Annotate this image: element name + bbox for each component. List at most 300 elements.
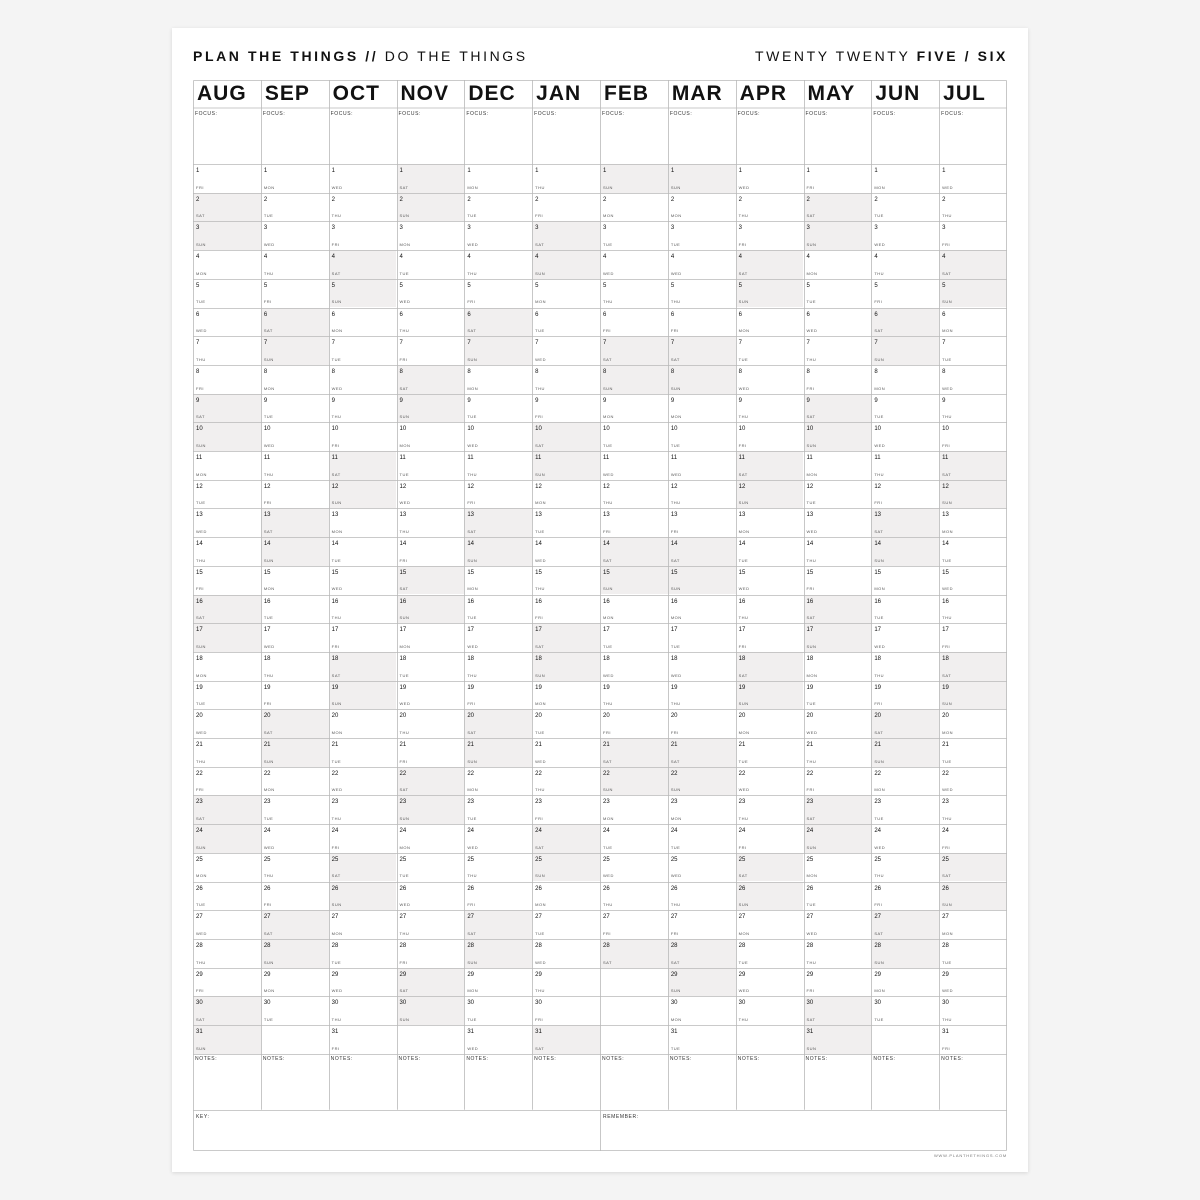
day-number: 27 — [738, 914, 746, 921]
day-cell — [871, 537, 939, 566]
day-number: 21 — [535, 742, 542, 748]
day-cell — [329, 681, 397, 710]
day-weekday: WED — [399, 500, 411, 506]
day-cell — [668, 480, 736, 509]
day-cell — [871, 595, 939, 624]
day-weekday: THU — [467, 672, 478, 678]
day-weekday: WED — [738, 184, 750, 190]
day-number: 19 — [670, 684, 678, 691]
day-weekday: TUE — [738, 959, 749, 965]
day-cell — [464, 480, 532, 509]
day-number: 9 — [263, 397, 268, 404]
day-cell — [261, 968, 329, 997]
day-cell — [329, 508, 397, 537]
day-number: 28 — [603, 942, 610, 949]
day-number: 11 — [670, 455, 678, 461]
day-number: 1 — [806, 168, 810, 174]
day-number: 9 — [331, 397, 335, 404]
day-weekday: SUN — [806, 844, 817, 850]
day-cell — [804, 250, 872, 279]
day-number: 3 — [467, 225, 471, 232]
day-number: 28 — [399, 942, 407, 949]
day-number: 15 — [738, 569, 746, 576]
day-number: 29 — [467, 971, 475, 978]
day-cell — [193, 1025, 261, 1054]
day-cell — [329, 451, 397, 480]
day-weekday: WED — [874, 442, 886, 448]
day-number: 15 — [399, 569, 407, 576]
day-cell — [532, 795, 600, 824]
day-cell — [736, 193, 804, 222]
day-number: 1 — [535, 168, 539, 174]
day-number: 23 — [331, 799, 339, 806]
day-number: 30 — [263, 1000, 271, 1007]
day-number: 5 — [196, 282, 200, 289]
day-cell — [261, 394, 329, 423]
day-number: 18 — [738, 655, 746, 662]
day-cell — [668, 508, 736, 537]
day-cell — [532, 968, 600, 997]
day-cell — [193, 508, 261, 537]
day-weekday: SAT — [806, 1016, 816, 1022]
day-cell — [193, 939, 261, 968]
day-number: 21 — [603, 742, 610, 748]
day-number: 5 — [942, 282, 946, 289]
day-number: 21 — [331, 742, 339, 748]
day-cell — [668, 824, 736, 853]
day-number: 9 — [399, 397, 403, 404]
day-number: 20 — [399, 713, 407, 720]
day-weekday: FRI — [467, 902, 476, 908]
day-cell — [464, 250, 532, 279]
day-cell — [736, 709, 804, 738]
day-cell — [261, 336, 329, 365]
day-number: 8 — [874, 368, 878, 375]
day-number: 6 — [874, 311, 878, 318]
day-cell — [397, 738, 465, 767]
day-number: 13 — [874, 512, 882, 519]
day-number: 11 — [467, 455, 474, 461]
day-number: 5 — [738, 282, 742, 289]
day-number: 11 — [738, 455, 745, 461]
day-weekday: WED — [331, 787, 343, 793]
day-number: 1 — [196, 168, 200, 174]
tagline-thin: DO THE THINGS — [378, 48, 528, 64]
day-weekday: TUE — [806, 500, 816, 506]
day-cell — [261, 652, 329, 681]
day-number: 10 — [874, 426, 882, 433]
day-cell — [329, 537, 397, 566]
day-number: 23 — [399, 799, 407, 806]
day-cell — [464, 853, 532, 882]
day-weekday: TUE — [331, 758, 342, 764]
day-weekday: THU — [331, 414, 342, 420]
day-cell — [871, 910, 939, 939]
day-weekday: TUE — [196, 701, 206, 707]
day-cell — [939, 882, 1007, 911]
focus-label: FOCUS: — [669, 111, 693, 117]
day-cell — [397, 882, 465, 911]
day-weekday: FRI — [806, 787, 815, 793]
day-weekday: THU — [603, 299, 613, 305]
focus-label: FOCUS: — [941, 111, 964, 117]
day-weekday: SUN — [942, 500, 953, 506]
day-weekday: MON — [738, 930, 750, 936]
day-cell — [804, 365, 872, 394]
day-cell — [532, 164, 600, 193]
tagline-bold: PLAN THE THINGS // — [193, 48, 379, 64]
day-weekday: WED — [196, 729, 207, 735]
day-weekday: WED — [806, 529, 818, 535]
day-weekday: FRI — [331, 442, 340, 448]
day-weekday: THU — [263, 471, 274, 477]
day-number: 19 — [263, 684, 271, 691]
day-weekday: FRI — [670, 930, 679, 936]
day-number: 17 — [331, 627, 339, 634]
day-weekday: WED — [263, 844, 275, 850]
day-weekday: TUE — [603, 643, 613, 649]
day-cell — [871, 767, 939, 796]
day-number: 12 — [535, 483, 542, 490]
day-cell — [736, 939, 804, 968]
day-weekday: TUE — [196, 500, 206, 506]
day-weekday: TUE — [874, 816, 884, 822]
day-number: 10 — [263, 426, 271, 433]
day-number: 10 — [399, 426, 407, 433]
day-number: 31 — [942, 1029, 949, 1035]
day-weekday: FRI — [467, 299, 476, 305]
day-weekday: WED — [603, 672, 614, 678]
day-number: 16 — [738, 598, 746, 605]
day-cell — [600, 336, 668, 365]
day-weekday: WED — [670, 672, 682, 678]
day-weekday: SUN — [535, 270, 546, 276]
day-cell — [804, 767, 872, 796]
day-number: 1 — [670, 168, 675, 174]
day-weekday: THU — [670, 701, 681, 707]
day-weekday: TUE — [263, 1016, 274, 1022]
day-cell — [532, 336, 600, 365]
day-number: 8 — [535, 368, 539, 375]
day-cell — [261, 164, 329, 193]
day-cell — [397, 853, 465, 882]
day-weekday: FRI — [874, 299, 883, 305]
day-weekday: TUE — [263, 414, 274, 420]
day-weekday: WED — [603, 471, 614, 477]
day-number: 6 — [603, 311, 607, 318]
day-cell — [668, 939, 736, 968]
day-number: 28 — [942, 942, 949, 949]
day-cell — [464, 394, 532, 423]
day-weekday: THU — [670, 500, 681, 506]
day-number: 22 — [806, 770, 814, 777]
day-weekday: FRI — [738, 242, 747, 248]
day-weekday: WED — [535, 557, 546, 563]
day-weekday: SUN — [874, 557, 885, 563]
day-number: 5 — [331, 282, 335, 289]
day-cell — [668, 422, 736, 451]
day-weekday: SUN — [535, 471, 546, 477]
day-weekday: TUE — [874, 414, 884, 420]
day-number: 24 — [603, 828, 610, 835]
day-weekday: SUN — [263, 557, 274, 563]
day-cell — [871, 709, 939, 738]
day-weekday: SUN — [942, 902, 953, 908]
day-weekday: FRI — [331, 643, 340, 649]
day-weekday: TUE — [942, 557, 952, 563]
day-number: 30 — [196, 1000, 203, 1007]
day-cell — [668, 308, 736, 337]
day-cell — [261, 824, 329, 853]
day-weekday: THU — [738, 615, 749, 621]
day-weekday: MON — [738, 729, 750, 735]
day-cell — [939, 164, 1007, 193]
day-number: 10 — [806, 426, 814, 433]
day-number: 25 — [738, 856, 746, 863]
day-weekday: THU — [467, 873, 478, 879]
day-weekday: FRI — [603, 529, 611, 535]
focus-label: FOCUS: — [873, 111, 896, 117]
day-number: 26 — [738, 885, 746, 892]
day-number: 26 — [399, 885, 407, 892]
day-weekday: SAT — [399, 787, 409, 793]
day-number: 2 — [399, 196, 403, 203]
day-cell — [871, 480, 939, 509]
day-cell — [193, 336, 261, 365]
day-weekday: WED — [738, 586, 750, 592]
day-number: 9 — [874, 397, 878, 404]
day-weekday: SUN — [399, 414, 410, 420]
day-number: 7 — [535, 340, 539, 347]
day-weekday: WED — [535, 356, 546, 362]
day-weekday: FRI — [263, 500, 272, 506]
day-weekday: TUE — [331, 959, 342, 965]
day-number: 16 — [467, 598, 475, 605]
day-cell — [397, 422, 465, 451]
focus-label: FOCUS: — [330, 111, 354, 117]
day-number: 3 — [535, 225, 539, 232]
day-number: 9 — [196, 397, 200, 404]
day-number: 14 — [399, 541, 407, 548]
day-cell — [397, 279, 465, 308]
focus-label: FOCUS: — [602, 111, 625, 117]
day-number: 18 — [331, 655, 339, 662]
day-cell — [464, 422, 532, 451]
day-weekday: SUN — [738, 902, 749, 908]
day-cell — [464, 566, 532, 595]
day-weekday: MON — [738, 529, 750, 535]
day-number: 21 — [467, 742, 475, 748]
day-cell — [464, 595, 532, 624]
day-cell — [736, 996, 804, 1025]
day-weekday: SUN — [670, 586, 681, 592]
month-column-jul — [939, 80, 1007, 1062]
day-weekday: WED — [263, 442, 275, 448]
day-weekday: THU — [263, 672, 274, 678]
day-number: 19 — [467, 684, 475, 691]
day-cell — [939, 595, 1007, 624]
day-number: 2 — [874, 196, 878, 203]
day-weekday: THU — [670, 299, 681, 305]
day-weekday: WED — [874, 643, 886, 649]
day-cell — [532, 652, 600, 681]
day-number: 14 — [806, 541, 814, 548]
day-cell — [532, 623, 600, 652]
day-cell — [329, 623, 397, 652]
day-cell — [532, 853, 600, 882]
day-weekday: MON — [263, 787, 275, 793]
day-number: 1 — [399, 168, 403, 174]
day-cell — [329, 652, 397, 681]
day-number: 25 — [535, 856, 542, 863]
day-number: 4 — [670, 254, 675, 261]
day-cell — [668, 1025, 736, 1054]
day-number: 30 — [467, 1000, 475, 1007]
day-cell — [261, 853, 329, 882]
day-cell — [397, 996, 465, 1025]
day-number: 30 — [738, 1000, 746, 1007]
day-cell — [464, 824, 532, 853]
day-weekday: THU — [738, 414, 749, 420]
day-cell — [397, 795, 465, 824]
day-number: 1 — [738, 168, 742, 174]
day-number: 6 — [467, 311, 471, 318]
day-number: 11 — [263, 455, 271, 461]
day-weekday: SUN — [603, 385, 613, 391]
day-cell — [397, 480, 465, 509]
day-cell — [939, 709, 1007, 738]
day-number: 13 — [196, 512, 203, 519]
day-weekday: SUN — [942, 701, 953, 707]
day-cell — [193, 566, 261, 595]
day-number: 14 — [196, 541, 203, 548]
day-cell — [736, 480, 804, 509]
day-number: 19 — [942, 684, 949, 691]
day-weekday: THU — [196, 356, 206, 362]
day-weekday: MON — [196, 471, 207, 477]
day-number: 22 — [399, 770, 407, 777]
notes-label: NOTES: — [873, 1055, 896, 1062]
day-weekday: MON — [331, 729, 343, 735]
day-number: 4 — [196, 254, 200, 261]
day-weekday: WED — [331, 586, 343, 592]
day-cell — [668, 652, 736, 681]
day-number: 28 — [196, 942, 203, 949]
day-number: 4 — [331, 254, 335, 261]
day-number: 18 — [806, 655, 814, 662]
key-label: KEY: — [196, 1113, 210, 1120]
day-cell — [804, 1025, 872, 1054]
day-weekday: SUN — [399, 816, 410, 822]
day-weekday: MON — [399, 442, 411, 448]
day-cell — [804, 336, 872, 365]
day-number: 4 — [535, 254, 539, 261]
day-number: 17 — [535, 627, 542, 634]
day-cell — [329, 824, 397, 853]
day-number: 19 — [874, 684, 882, 691]
day-weekday: SUN — [874, 758, 885, 764]
day-cell — [939, 365, 1007, 394]
day-number: 2 — [535, 196, 539, 203]
day-weekday: TUE — [196, 902, 206, 908]
day-weekday: MON — [670, 615, 682, 621]
day-cell — [532, 279, 600, 308]
day-weekday: SUN — [670, 385, 681, 391]
day-cell — [804, 537, 872, 566]
day-cell — [397, 681, 465, 710]
day-cell — [397, 193, 465, 222]
day-cell — [600, 221, 668, 250]
day-cell — [329, 308, 397, 337]
day-weekday: SAT — [399, 184, 409, 190]
focus-label: FOCUS: — [466, 111, 489, 117]
day-cell — [871, 279, 939, 308]
day-number: 11 — [942, 455, 949, 461]
day-number: 12 — [467, 483, 475, 490]
day-number: 13 — [535, 512, 542, 519]
day-weekday: TUE — [535, 529, 545, 535]
day-weekday: THU — [263, 270, 274, 276]
day-cell — [261, 422, 329, 451]
day-cell — [600, 250, 668, 279]
day-number: 11 — [874, 455, 881, 461]
day-number: 20 — [535, 713, 542, 720]
day-number: 17 — [670, 627, 678, 634]
day-cell — [736, 365, 804, 394]
day-number: 31 — [196, 1029, 203, 1035]
day-number: 27 — [467, 914, 475, 921]
day-weekday: THU — [331, 213, 342, 219]
day-cell — [736, 882, 804, 911]
day-number: 24 — [670, 828, 678, 835]
day-number: 25 — [603, 856, 610, 863]
day-number: 6 — [942, 311, 946, 318]
day-number: 3 — [399, 225, 403, 232]
day-weekday: WED — [399, 299, 411, 305]
day-cell — [329, 738, 397, 767]
day-weekday: MON — [603, 213, 614, 219]
day-weekday: SUN — [331, 902, 342, 908]
day-weekday: MON — [399, 844, 411, 850]
day-cell — [532, 824, 600, 853]
day-number: 26 — [467, 885, 475, 892]
month-name: JAN — [536, 82, 582, 105]
day-number: 22 — [467, 770, 475, 777]
day-cell — [329, 566, 397, 595]
day-cell — [939, 853, 1007, 882]
day-cell — [193, 394, 261, 423]
day-weekday: FRI — [535, 816, 544, 822]
day-number: 20 — [331, 713, 339, 720]
day-weekday: TUE — [399, 471, 409, 477]
day-weekday: THU — [603, 701, 613, 707]
day-weekday: MON — [603, 414, 614, 420]
remember-label: REMEMBER: — [603, 1113, 639, 1120]
day-cell — [804, 279, 872, 308]
day-number: 10 — [535, 426, 542, 433]
day-cell — [532, 308, 600, 337]
day-number: 24 — [942, 828, 949, 835]
day-weekday: FRI — [263, 902, 272, 908]
day-cell — [804, 882, 872, 911]
day-number: 2 — [331, 196, 335, 203]
day-cell — [804, 566, 872, 595]
day-weekday: TUE — [535, 729, 545, 735]
day-weekday: THU — [942, 816, 952, 822]
day-cell — [939, 910, 1007, 939]
day-weekday: MON — [670, 1016, 682, 1022]
day-cell — [804, 795, 872, 824]
